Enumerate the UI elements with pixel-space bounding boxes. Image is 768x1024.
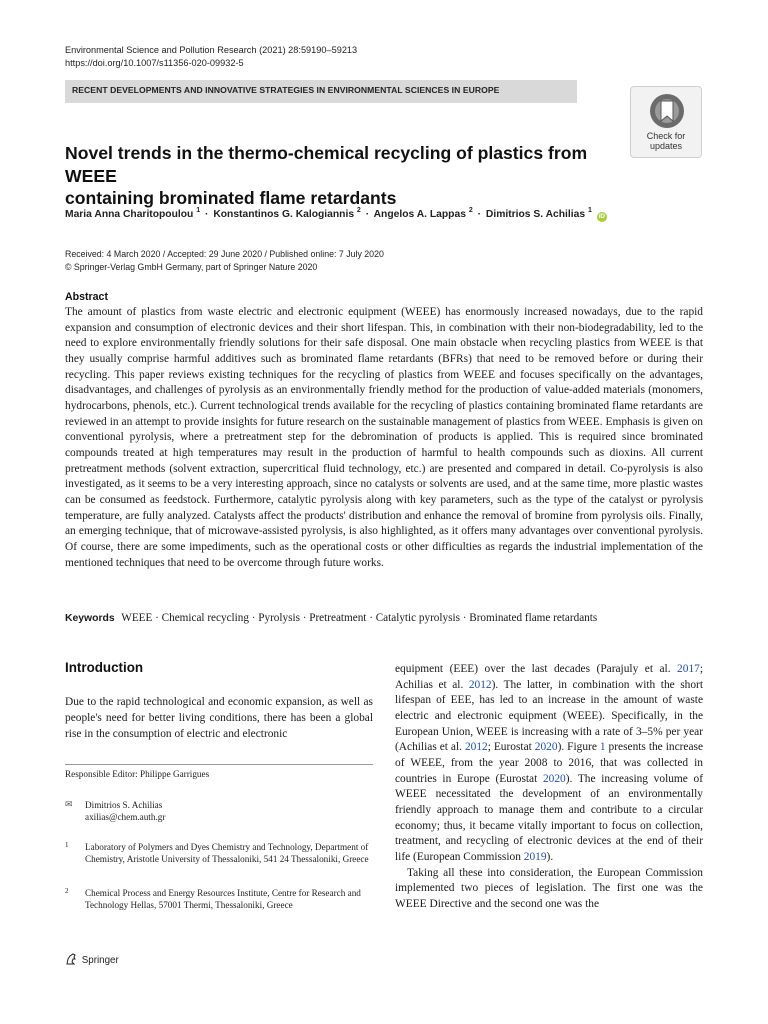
check-updates-line1: Check for: [646, 131, 686, 141]
title-line-2: containing brominated flame retardants: [65, 188, 397, 208]
keywords-label: Keywords: [65, 613, 115, 624]
affiliation-text: Laboratory of Polymers and Dyes Chemistry and Technology, Department of Chemistry, Aristotle University of Thessaloniki, 541 24 Thessaloniki, Greece: [85, 842, 369, 865]
introduction-right-column: [395, 662, 703, 913]
author-affiliation-ref[interactable]: 1: [196, 207, 201, 214]
check-updates-line2: updates: [649, 141, 683, 151]
envelope-icon: ✉: [65, 800, 73, 810]
responsible-editor: Responsible Editor: Philippe Garrigues: [65, 769, 210, 779]
figure-link[interactable]: 1: [599, 741, 606, 754]
publisher-name: Springer: [81, 955, 119, 966]
orcid-icon[interactable]: iD: [598, 213, 605, 220]
affiliation-number: 1: [65, 841, 69, 849]
citation-link[interactable]: 2012: [464, 741, 488, 754]
footnote-divider: [65, 764, 373, 765]
citation-link[interactable]: 2017: [677, 663, 700, 675]
affiliation-number: 2: [65, 887, 69, 895]
introduction-heading: Introduction: [65, 660, 144, 675]
citation-link[interactable]: 2019: [523, 850, 547, 863]
author-affiliation-ref[interactable]: 2: [468, 207, 473, 214]
intro-paragraph-1: equipment (EEE) over the last decades (Parajuly et al. 2017; Achilias et al. 2012). The latter, in combination with the short lifespan of EEE, has led to an increase in the amount of waste electric and electronic equipment (WEEE). Specifically, in the European Union, WEEE is increasing with a rate of 3–5% per year (Achilias et al. 2012; Eurostat 2020). Figure 1 presents the increase of WEEE, from the year 2008 to 2016, that was collected in countries in Europe (Eurostat 2020). The increasing volume of WEEE necessitated the development of an environmentally friendly approach to manage them and contribute to a circular economy; thus, it became vitally important to focus on collection, treatment, and recycling of electronic devices at the end of their life (European Commission 2019).: [395, 663, 704, 863]
publication-dates: [65, 248, 384, 274]
author-name[interactable]: Dimitrios S. Achilias: [485, 209, 586, 220]
corresponding-name: Dimitrios S. Achilias: [85, 800, 163, 810]
journal-header: [65, 44, 357, 69]
citation-link[interactable]: 2020: [534, 741, 558, 754]
corresponding-email[interactable]: axilias@chem.auth.gr: [85, 812, 166, 823]
introduction-left-column: Due to the rapid technological and economic expansion, as well as people's need for better living conditions, there has been a global rise in the consumption of electric and electronic: [65, 696, 373, 740]
copyright-notice: © Springer-Verlag GmbH Germany, part of Springer Nature 2020: [65, 262, 318, 272]
affiliation-text: Chemical Process and Energy Resources Institute, Centre for Research and Technology Hellas, 57001 Thermi, Thessaloniki, Greece: [85, 888, 361, 911]
bookmark-crossmark-icon: [648, 92, 686, 130]
author-name[interactable]: Konstantinos G. Kalogiannis: [213, 209, 355, 220]
title-line-1: Novel trends in the thermo-chemical recycling of plastics from WEEE: [65, 143, 588, 186]
keywords-list: WEEE · Chemical recycling · Pyrolysis · Pretreatment · Catalytic pyrolysis · Brominated flame retardants: [121, 612, 598, 624]
check-for-updates-badge[interactable]: [630, 86, 702, 158]
abstract-text: The amount of plastics from waste electric and electronic equipment (WEEE) has enormously increased nowadays, due to the rapid expansion and consumption of electronic devices and their short lifespan. This, in combination with their non-biodegradability, led to the need to explore environmentally friendly solutions for their safe disposal. One main obstacle when recycling plastics from WEEE is that they usually comprise harmful additives such as brominated flame retardants (BFRs) that need to be removed before or during their recycling. This paper reviews existing techniques for the recycling of plastics from WEEE and focuses specifically on the advantages, disadvantages, and challenges of pyrolysis as an environmentally friendly method for the production of value-added materials (monomers, hydrocarbons, phenols, etc.). Current technological trends available for the recycling of plastics containing brominated flame retardants are reviewed in an attempt to provide insights for future research on the sustainable management of plastics from WEEE. Emphasis is given on conventional pyrolysis, where a pretreatment step for the debromination of products is applied. This is required since brominated compounds treated at high temperatures may result in the production of harmful to health compounds such as dioxins. All current pretreatment methods (solvent extraction, supercritical fluid technology, etc.) are presented and compared in detail. Co-pyrolysis is also investigated, as it seems to be a very interesting approach, since no catalysts or solvents are used, and at the same time, more plastic wastes can be consumed as feedstock. Furthermore, catalytic pyrolysis along with key parameters, such as the type of the catalyst or pyrolysis temperature, are fully analyzed. Catalysts affect the products' distribution and enhance the removal of bromine from pyrolysis oils. Finally, an emerging technique, that of microwave-assisted pyrolysis, is also highlighted, as it offers many advantages over conventional pyrolysis. Of course, there are some impediments, such as the operational costs or other difficulties as regards the industrial implementation of the mentioned techniques that need to be overcome through future works.: [65, 306, 703, 569]
author-affiliation-ref[interactable]: 2: [356, 207, 361, 214]
journal-citation: Environmental Science and Pollution Research (2021) 28:59190–59213: [65, 45, 358, 55]
keywords: [65, 612, 597, 624]
category-banner: RECENT DEVELOPMENTS AND INNOVATIVE STRATEGIES IN ENVIRONMENTAL SCIENCES IN EUROPE: [65, 80, 577, 103]
author-name[interactable]: Angelos A. Lappas: [373, 209, 466, 220]
springer-horse-icon: [65, 953, 77, 965]
author-list: Maria Anna Charitopoulou $^1$ · Konstantinos G. Kalogiannis $^2$ · Angelos A. Lappas $^2$ · Dimitrios S. Achilias $^1$ iD: [65, 207, 605, 220]
author-affiliation-ref[interactable]: 1: [587, 207, 592, 214]
abstract-heading: Abstract: [65, 291, 108, 303]
doi-link[interactable]: https://doi.org/10.1007/s11356-020-09932-5: [65, 57, 244, 68]
paper-title: [65, 142, 625, 210]
author-name[interactable]: Maria Anna Charitopoulou: [65, 209, 194, 220]
publisher-logo: [65, 953, 119, 966]
received-accepted-published: Received: 4 March 2020 / Accepted: 29 June 2020 / Published online: 7 July 2020: [65, 249, 384, 259]
citation-link[interactable]: 2020: [542, 772, 566, 785]
citation-link[interactable]: 2012: [468, 678, 492, 691]
intro-paragraph-2: Taking all these into consideration, the European Commission implemented two pieces of legislation. The first one was the WEEE Directive and the second one was the: [395, 866, 703, 910]
